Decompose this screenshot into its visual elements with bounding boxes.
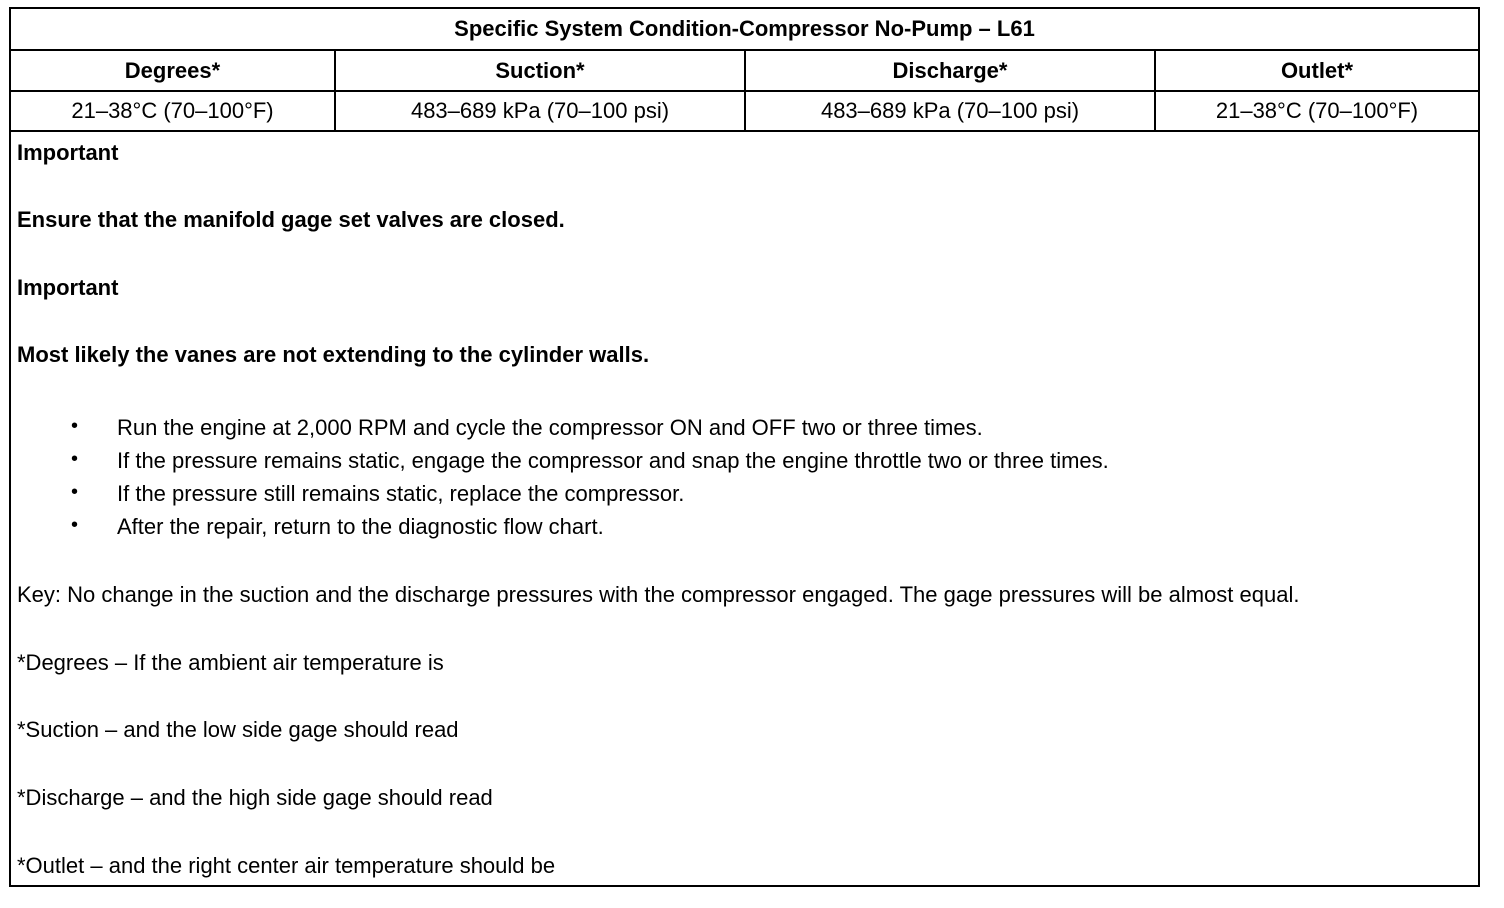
footnote-discharge [17,785,493,811]
important-note: Ensure that the manifold gage set valves are closed. [17,207,565,232]
table-value-row [11,92,1478,132]
footnote-degrees [17,650,444,676]
footnote-suction [17,717,459,743]
bullet-icon: • [71,481,79,503]
header-degrees: Degrees* [11,51,336,90]
header-suction: Suction* [336,51,746,90]
important-label: Important [17,140,119,165]
diagnostic-table [9,7,1480,887]
table-title: Specific System Condition-Compressor No-Pump – L61 [11,9,1478,51]
table-header-row [11,51,1478,92]
bullet-icon: • [71,415,79,437]
value-suction: 483–689 kPa (70–100 psi) [336,92,746,130]
step-text: If the pressure still remains static, replace the compressor. [117,481,685,506]
header-discharge: Discharge* [746,51,1156,90]
value-outlet: 21–38°C (70–100°F) [1215,98,1419,123]
footnote-term: *Discharge – [17,785,143,810]
bullet-icon: • [71,514,79,536]
value-degrees: 21–38°C (70–100°F) [11,92,336,130]
value-discharge: 483–689 kPa (70–100 psi) [746,92,1156,130]
step-text: If the pressure remains static, engage the compressor and snap the engine throttle two or three times. [117,448,1109,473]
footnote-text: and the right center air temperature should be [102,853,556,878]
step-text: After the repair, return to the diagnostic flow chart. [117,514,604,539]
footnote-text: If the ambient air temperature is [127,650,444,675]
footnote-outlet [17,853,555,879]
footnote-term: *Degrees – [17,650,128,675]
header-outlet: Outlet* [1280,57,1354,83]
important-label: Important [17,275,119,300]
key-note: Key: No change in the suction and the discharge pressures with the compressor engaged. The gage pressures will be almost equal. [17,582,1300,607]
step-text: Run the engine at 2,000 RPM and cycle the compressor ON and OFF two or three times. [117,415,983,440]
important-note: Most likely the vanes are not extending to the cylinder walls. [17,342,650,367]
footnote-term: *Outlet – [17,853,103,878]
footnote-term: *Suction – [17,717,118,742]
footnote-text: and the low side gage should read [117,717,459,742]
footnote-text: and the high side gage should read [142,785,493,810]
bullet-icon: • [71,448,79,470]
